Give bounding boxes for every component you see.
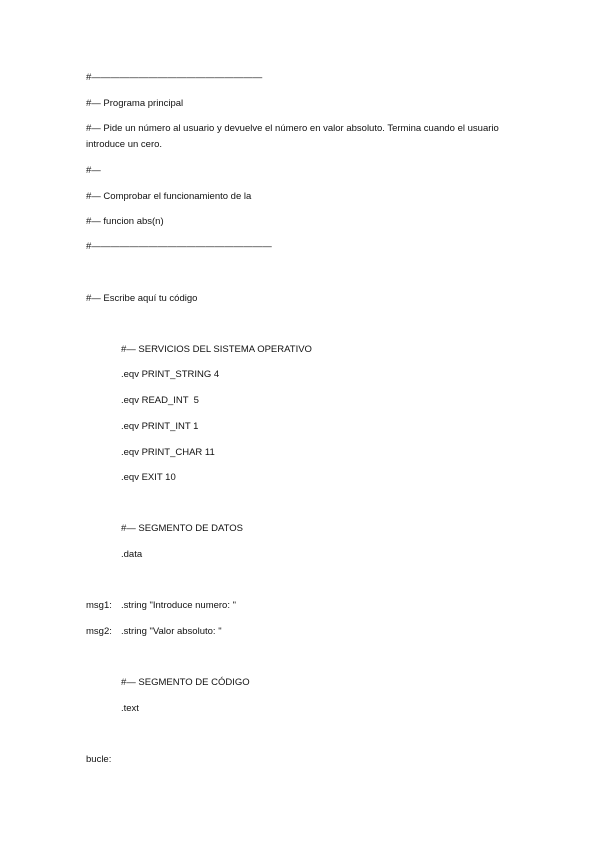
text-directive: .text (121, 703, 139, 714)
program-description-comment: #— Pide un número al usuario y devuelve el número en valor absoluto. Termina cuando el usuario introduce un cero. (86, 123, 499, 150)
string-label: msg2: (86, 626, 112, 637)
loop-label: bucle: (86, 754, 112, 765)
string-value: .string "Valor absoluto: " (121, 626, 222, 637)
check-function-comment: #— Comprobar el funcionamiento de la (86, 191, 252, 202)
eqv-line: .eqv PRINT_CHAR 11 (121, 447, 215, 458)
data-directive: .data (121, 549, 143, 560)
program-title-comment: #— Programa principal (86, 98, 184, 109)
data-segment-comment: #— SEGMENTO DE DATOS (121, 523, 243, 534)
header-separator-bottom: #——————————————————— (86, 241, 272, 252)
function-name-comment: #— funcion abs(n) (86, 216, 164, 227)
eqv-line: .eqv PRINT_INT 1 (121, 421, 199, 432)
eqv-line: .eqv READ_INT 5 (121, 395, 199, 406)
header-separator-top: #—————————————————— (86, 72, 263, 83)
eqv-line: .eqv PRINT_STRING 4 (121, 369, 220, 380)
empty-comment-line: #— (86, 165, 101, 176)
code-segment-comment: #— SEGMENTO DE CÓDIGO (121, 677, 250, 688)
string-label: msg1: (86, 600, 112, 611)
os-services-comment: #— SERVICIOS DEL SISTEMA OPERATIVO (121, 344, 312, 355)
write-code-comment: #— Escribe aquí tu código (86, 293, 198, 304)
eqv-line: .eqv EXIT 10 (121, 472, 176, 483)
string-value: .string "Introduce numero: " (121, 600, 236, 611)
